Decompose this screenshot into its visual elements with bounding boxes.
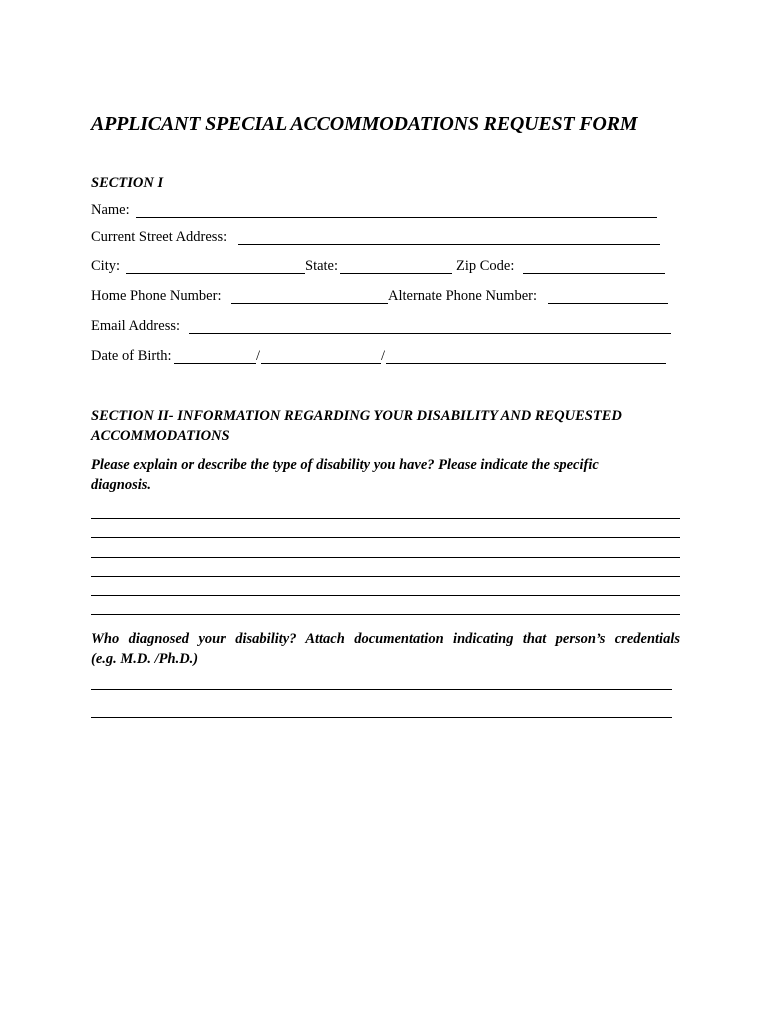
section-2-heading bbox=[91, 406, 681, 446]
name-row bbox=[91, 202, 671, 220]
city-field[interactable] bbox=[126, 273, 305, 274]
email-field[interactable] bbox=[189, 333, 671, 334]
question-line: Who diagnosed your disability? Attach documentation indicating that person’s credentials bbox=[91, 631, 680, 647]
question-line: Please explain or describe the type of disability you have? Please indicate the specific bbox=[91, 457, 599, 473]
name-label: Name: bbox=[91, 202, 130, 218]
disability-answer-line[interactable] bbox=[91, 595, 680, 596]
dob-separator: / bbox=[256, 348, 261, 364]
email-label: Email Address: bbox=[91, 318, 181, 334]
home-phone-label: Home Phone Number: bbox=[91, 288, 222, 304]
street-address-label: Current Street Address: bbox=[91, 229, 228, 245]
dob-separator: / bbox=[381, 348, 386, 364]
diagnosis-question bbox=[91, 629, 680, 669]
disability-question bbox=[91, 455, 681, 495]
diagnosis-answer-line[interactable] bbox=[91, 689, 672, 690]
dob-label: Date of Birth: bbox=[91, 348, 172, 364]
email-row bbox=[91, 318, 673, 336]
home-phone-field[interactable] bbox=[231, 303, 388, 304]
city-state-zip-row bbox=[91, 258, 671, 276]
zip-code-label: Zip Code: bbox=[456, 258, 515, 274]
diagnosis-answer-line[interactable] bbox=[91, 717, 672, 718]
disability-answer-line[interactable] bbox=[91, 576, 680, 577]
question-line: diagnosis. bbox=[91, 477, 152, 493]
zip-code-field[interactable] bbox=[523, 273, 665, 274]
section-2-heading-line: SECTION II- INFORMATION REGARDING YOUR DISABILITY AND REQUESTED bbox=[91, 408, 622, 424]
question-line: (e.g. M.D. /Ph.D.) bbox=[91, 651, 199, 667]
alternate-phone-label: Alternate Phone Number: bbox=[388, 288, 537, 304]
disability-answer-line[interactable] bbox=[91, 614, 680, 615]
date-of-birth-row bbox=[91, 348, 671, 366]
city-label: City: bbox=[91, 258, 121, 274]
street-address-row bbox=[91, 229, 671, 247]
street-address-field[interactable] bbox=[238, 244, 660, 245]
state-label: State: bbox=[305, 258, 339, 274]
alternate-phone-field[interactable] bbox=[548, 303, 668, 304]
dob-month-field[interactable] bbox=[174, 363, 256, 364]
name-field[interactable] bbox=[136, 217, 657, 218]
disability-answer-line[interactable] bbox=[91, 557, 680, 558]
dob-year-field[interactable] bbox=[386, 363, 666, 364]
dob-day-field[interactable] bbox=[261, 363, 381, 364]
phone-row bbox=[91, 288, 671, 306]
disability-answer-line[interactable] bbox=[91, 537, 680, 538]
section-1-heading: SECTION I bbox=[91, 175, 164, 191]
state-field[interactable] bbox=[340, 273, 452, 274]
section-2-heading-line: ACCOMMODATIONS bbox=[91, 428, 230, 444]
disability-answer-line[interactable] bbox=[91, 518, 680, 519]
form-title: APPLICANT SPECIAL ACCOMMODATIONS REQUEST FORM bbox=[91, 113, 638, 135]
